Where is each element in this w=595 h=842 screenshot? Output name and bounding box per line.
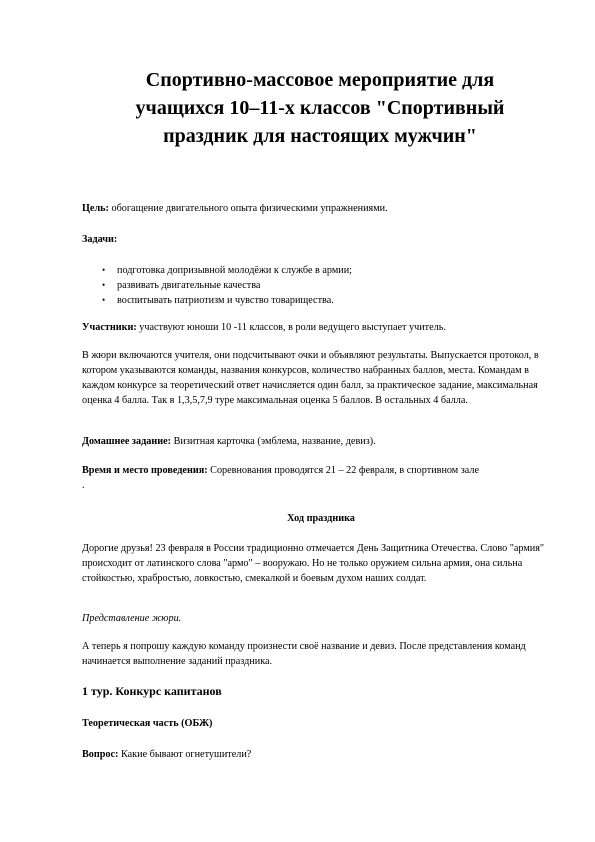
document-title: Спортивно-массовое мероприятие для учащихся 10–11-х классов "Спортивный праздник для настоящих мужчин" [135, 69, 505, 147]
bullet-icon: • [102, 265, 106, 275]
participants-paragraph [82, 320, 560, 335]
tasks-list [82, 263, 552, 308]
section-heading: Ход праздника [287, 513, 355, 524]
question-label: Вопрос: [82, 749, 119, 760]
participants-text: участвуют юноши 10 -11 классов, в роли ведущего выступает учитель. [136, 322, 446, 333]
goal-paragraph [82, 201, 560, 216]
participants-label: Участники: [82, 322, 137, 333]
bullet-icon: • [102, 295, 106, 305]
time-place-paragraph [82, 463, 560, 478]
tasks-heading: Задачи: [82, 234, 118, 245]
teams-paragraph: А теперь я попрошу каждую команду произнести своё название и девиз. После представления команд начинается выполнение заданий праздника. [82, 641, 526, 667]
time-place-text: Соревнования проводятся 21 – 22 февраля, в спортивном зале [207, 465, 480, 476]
task-text: подготовка допризывной молодёжи к службе в армии; [117, 265, 353, 276]
jury-presentation: Представление жюри. [82, 613, 182, 624]
homework-label: Домашнее задание: [82, 436, 172, 447]
list-item [82, 293, 552, 308]
list-item [82, 263, 552, 278]
task-text: развивать двигательные качества [117, 280, 261, 291]
round1-heading: 1 тур. Конкурс капитанов [82, 684, 222, 698]
goal-label: Цель: [82, 203, 109, 214]
goal-text: обогащение двигательного опыта физическими упражнениями. [108, 203, 388, 214]
theory-heading: Теоретическая часть (ОБЖ) [82, 718, 213, 729]
time-place-trailing: . [82, 480, 85, 491]
homework-text: Визитная карточка (эмблема, название, девиз). [171, 436, 376, 447]
question-paragraph [82, 747, 560, 762]
bullet-icon: • [102, 280, 106, 290]
homework-paragraph [82, 434, 560, 449]
time-place-label: Время и место проведения: [82, 465, 208, 476]
jury-paragraph: В жюри включаются учителя, они подсчитывают очки и объявляют результаты. Выпускается протокол, в котором указываются команды, названия конкурсов, количество набранных баллов, места. Командам в каждом конкурсе за теоретический ответ начисляется один балл, за практическое задание, максимальная оценка 4 балла. Так в 1,3,5,7,9 туре максимальная оценка 5 баллов. В остальных 4 балла. [82, 350, 539, 406]
list-item [82, 278, 552, 293]
task-text: воспитывать патриотизм и чувство товарищества. [117, 295, 334, 306]
question-text: Какие бывают огнетушители? [118, 749, 252, 760]
intro-paragraph: Дорогие друзья! 23 февраля в России традиционно отмечается День Защитника Отечества. Слово "армия" происходит от латинского слова "армо" – вооружаю. Но не только оружием сильна армия, она сильна стойкостью, храбростью, ловкостью, смекалкой и боевым духом наших солдат. [82, 543, 545, 584]
